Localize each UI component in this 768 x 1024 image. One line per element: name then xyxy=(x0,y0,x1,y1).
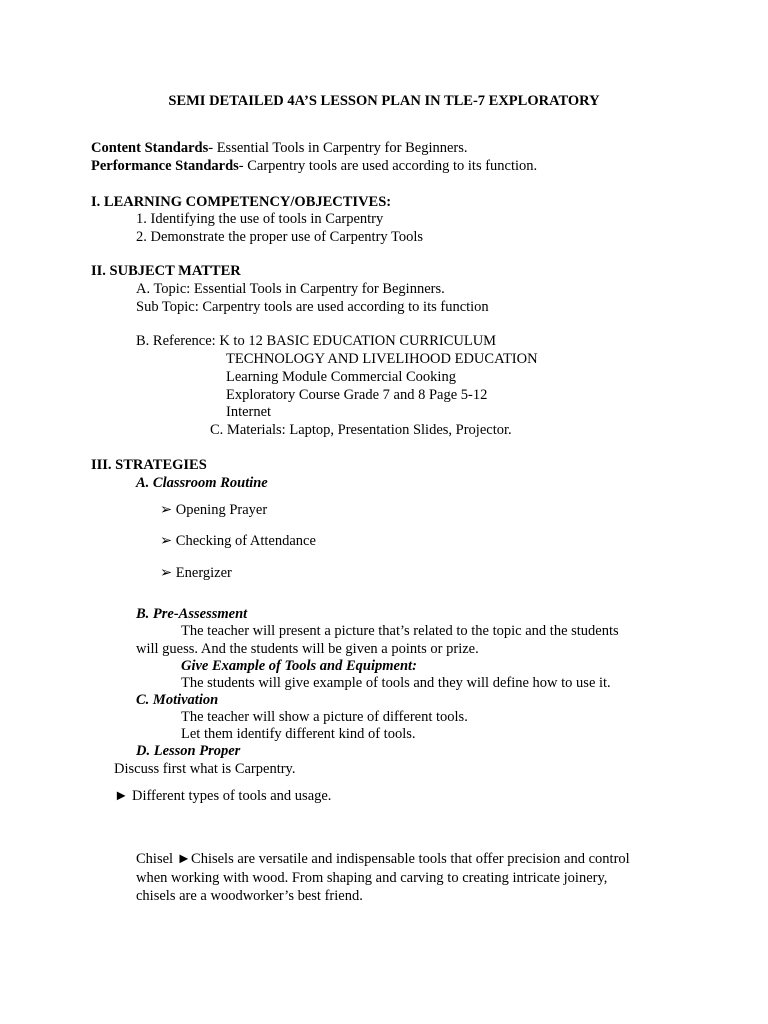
performance-standards-label: Performance Standards xyxy=(91,158,239,174)
lesson-proper-heading: D. Lesson Proper xyxy=(136,743,241,759)
materials: C. Materials: Laptop, Presentation Slides, Projector. xyxy=(210,422,512,438)
objectives-heading: I. LEARNING COMPETENCY/OBJECTIVES: xyxy=(91,194,392,210)
topic: A. Topic: Essential Tools in Carpentry for Beginners. xyxy=(136,281,445,297)
classroom-routine-heading: A. Classroom Routine xyxy=(136,475,268,491)
motivation-line: Let them identify different kind of tools. xyxy=(181,726,416,742)
reference-line: B. Reference: K to 12 BASIC EDUCATION CURRICULUM xyxy=(136,333,497,349)
routine-item: ➢ Opening Prayer xyxy=(160,502,268,518)
example-heading: Give Example of Tools and Equipment: xyxy=(181,658,417,674)
routine-item: ➢ Checking of Attendance xyxy=(160,533,316,549)
subject-matter-heading: II. SUBJECT MATTER xyxy=(91,263,241,279)
pre-assessment-line: The teacher will present a picture that’s related to the topic and the students xyxy=(181,623,619,639)
content-standards-label: Content Standards xyxy=(91,140,209,156)
lesson-types: ► Different types of tools and usage. xyxy=(114,788,332,804)
reference-line: Internet xyxy=(226,404,272,420)
example-text: The students will give example of tools and they will define how to use it. xyxy=(181,675,611,691)
motivation-heading: C. Motivation xyxy=(136,692,219,708)
content-standards xyxy=(91,139,468,157)
subtopic: Sub Topic: Carpentry tools are used according to its function xyxy=(136,299,489,315)
performance-standards-text: - Carpentry tools are used according to its function. xyxy=(238,158,538,174)
page-title: SEMI DETAILED 4A’S LESSON PLAN IN TLE-7 EXPLORATORY xyxy=(168,93,600,109)
reference-line: TECHNOLOGY AND LIVELIHOOD EDUCATION xyxy=(226,351,538,367)
performance-standards xyxy=(91,157,537,175)
objective-item: 1. Identifying the use of tools in Carpentry xyxy=(136,211,384,227)
chisel-line: when working with wood. From shaping and carving to creating intricate joinery, xyxy=(136,870,608,886)
chisel-line: Chisel ►Chisels are versatile and indispensable tools that offer precision and control xyxy=(136,851,630,867)
objective-item: 2. Demonstrate the proper use of Carpentry Tools xyxy=(136,229,424,245)
motivation-line: The teacher will show a picture of different tools. xyxy=(181,709,468,725)
content-standards-text: - Essential Tools in Carpentry for Beginners. xyxy=(208,140,468,156)
chisel-line: chisels are a woodworker’s best friend. xyxy=(136,888,363,904)
reference-line: Exploratory Course Grade 7 and 8 Page 5-12 xyxy=(226,387,488,403)
reference-line: Learning Module Commercial Cooking xyxy=(226,369,456,385)
pre-assessment-line: will guess. And the students will be given a points or prize. xyxy=(136,641,479,657)
routine-item: ➢ Energizer xyxy=(160,565,232,581)
lesson-intro: Discuss first what is Carpentry. xyxy=(114,761,296,777)
pre-assessment-heading: B. Pre-Assessment xyxy=(136,606,248,622)
strategies-heading: III. STRATEGIES xyxy=(91,457,207,473)
